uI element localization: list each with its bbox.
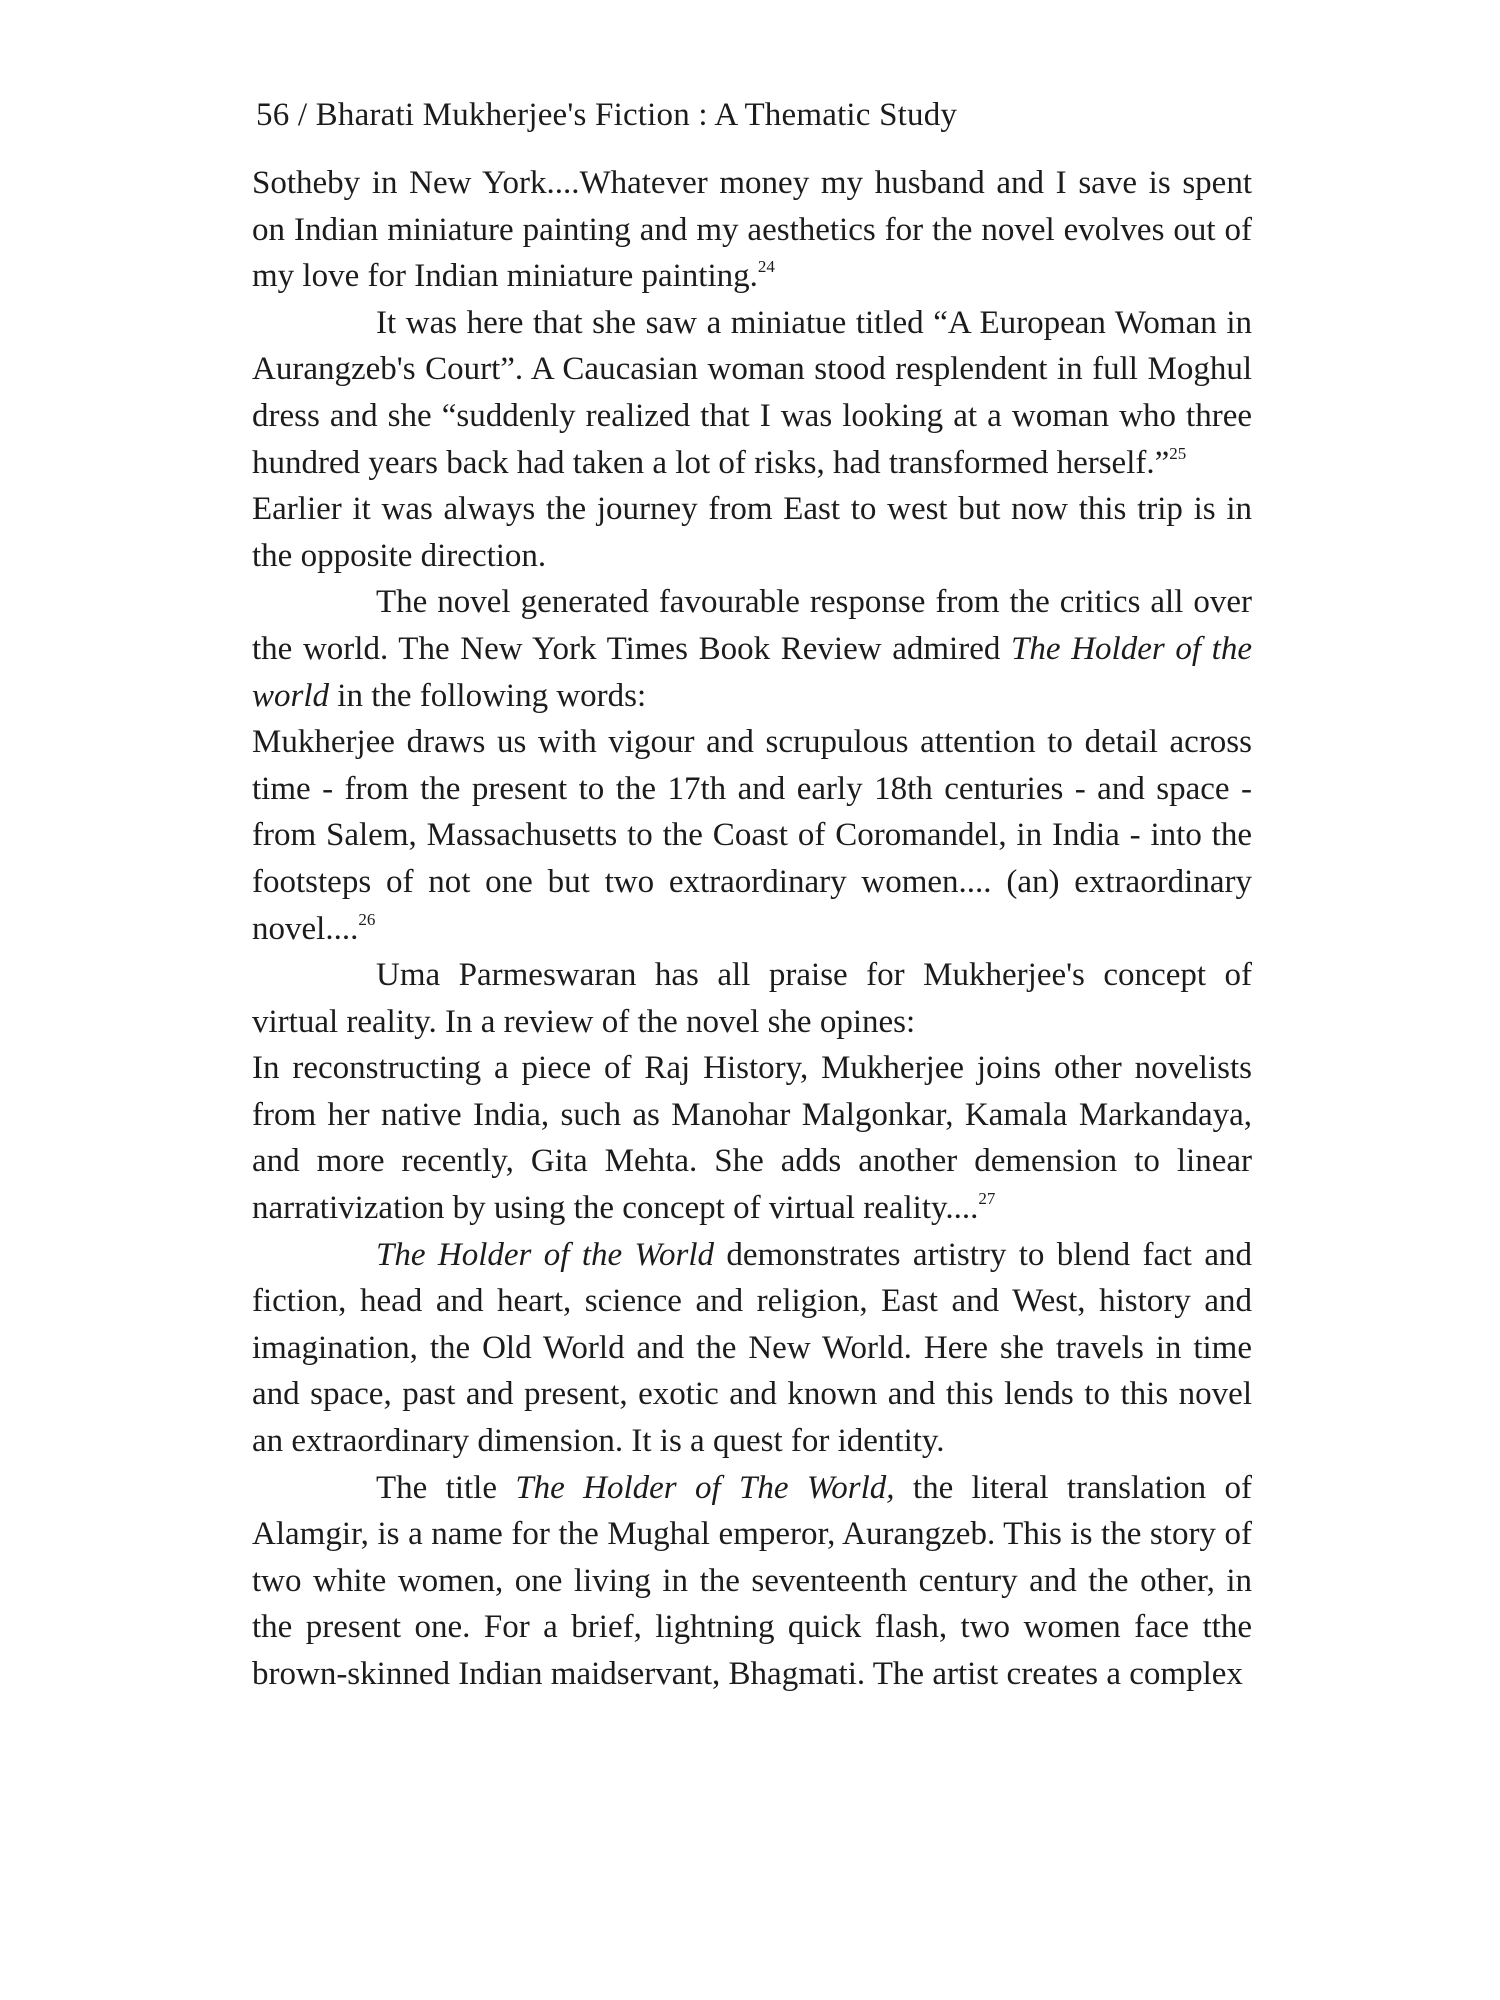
paragraph-text: The title — [376, 1469, 516, 1506]
paragraph-journey — [252, 486, 1252, 579]
paragraph-title-meaning — [252, 1465, 1252, 1698]
paragraph-text: It was here that she saw a miniatue titled “A European Woman in Aurangzeb's Court”. A Caucasian woman stood resplendent in full Moghul dress and she “suddenly realized that I was looking at a woman who three hundred years back had taken a lot of risks, had transformed herself.” — [252, 304, 1252, 481]
paragraph-parmeswaran — [252, 952, 1252, 1045]
book-title: The Holder of the World — [376, 1236, 714, 1273]
quote-text: Sotheby in New York....Whatever money my husband and I save is spent on Indian miniature painting and my aesthetics for the novel evolves out of my love for Indian miniature painting. — [252, 165, 1252, 295]
paragraph-reception — [252, 579, 1252, 719]
footnote-ref: 24 — [757, 257, 775, 277]
book-title: The Holder of the world — [252, 630, 1253, 714]
paragraph-quote-nyt — [252, 719, 1252, 952]
paragraph-text: demonstrates artistry to blend fact and fiction, head and heart, science and religion, East and West, history and imagination, the Old World and the New World. Here she travels in time and space, past and present, exotic and known and this lends to this novel an extraordinary dimension. It is a quest for identity. — [252, 1236, 1252, 1460]
paragraph-artistry — [252, 1232, 1252, 1465]
quote-text: Mukherjee draws us with vigour and scrupulous attention to detail across time - from the present to the 17th and early 18th centuries - and space - from Salem, Massachusetts to the Coast of Coromandel, in India - into the footsteps of not one but two extraordinary women.... (an) extraordinary novel.... — [252, 724, 1252, 947]
paragraph-text: Earlier it was always the journey from East to west but now this trip is in the opposite direction. — [252, 491, 1252, 574]
quote-text: In reconstructing a piece of Raj History, Mukherjee joins other novelists from her native India, such as Manohar Malgonkar, Kamala Markandaya, and more recently, Gita Mehta. She adds another demension to linear narrativization by using the concept of virtual reality.... — [252, 1050, 1252, 1227]
paragraph-quote-raj — [252, 1045, 1252, 1231]
paragraph-quote-sotheby — [252, 160, 1252, 300]
paragraph-european-woman — [252, 300, 1252, 486]
footnote-ref: 26 — [358, 909, 376, 929]
paragraph-text: Uma Parmeswaran has all praise for Mukherjee's concept of virtual reality. In a review of the novel she opines: — [252, 957, 1252, 1040]
book-title: The Holder of The World, — [515, 1469, 895, 1506]
book-page — [252, 92, 1252, 1698]
paragraph-text: the literal translation of Alamgir, is a name for the Mughal emperor, Aurangzeb. This is the story of two white women, one living in the seventeenth century and the other, in the present one. For a brief, lightning quick flash, two women face tthe brown-skinned Indian maidservant, Bhagmati. The artist creates a complex — [252, 1469, 1252, 1692]
footnote-ref: 27 — [978, 1189, 996, 1209]
paragraph-text: The novel generated favourable response from the critics all over the world. The New York Times Book Review admired — [252, 584, 1252, 667]
paragraph-text: in the following words: — [329, 677, 647, 714]
running-head: 56 / Bharati Mukherjee's Fiction : A Thematic Study — [256, 97, 958, 133]
footnote-ref: 25 — [1169, 443, 1187, 463]
body-text — [252, 160, 1252, 1698]
